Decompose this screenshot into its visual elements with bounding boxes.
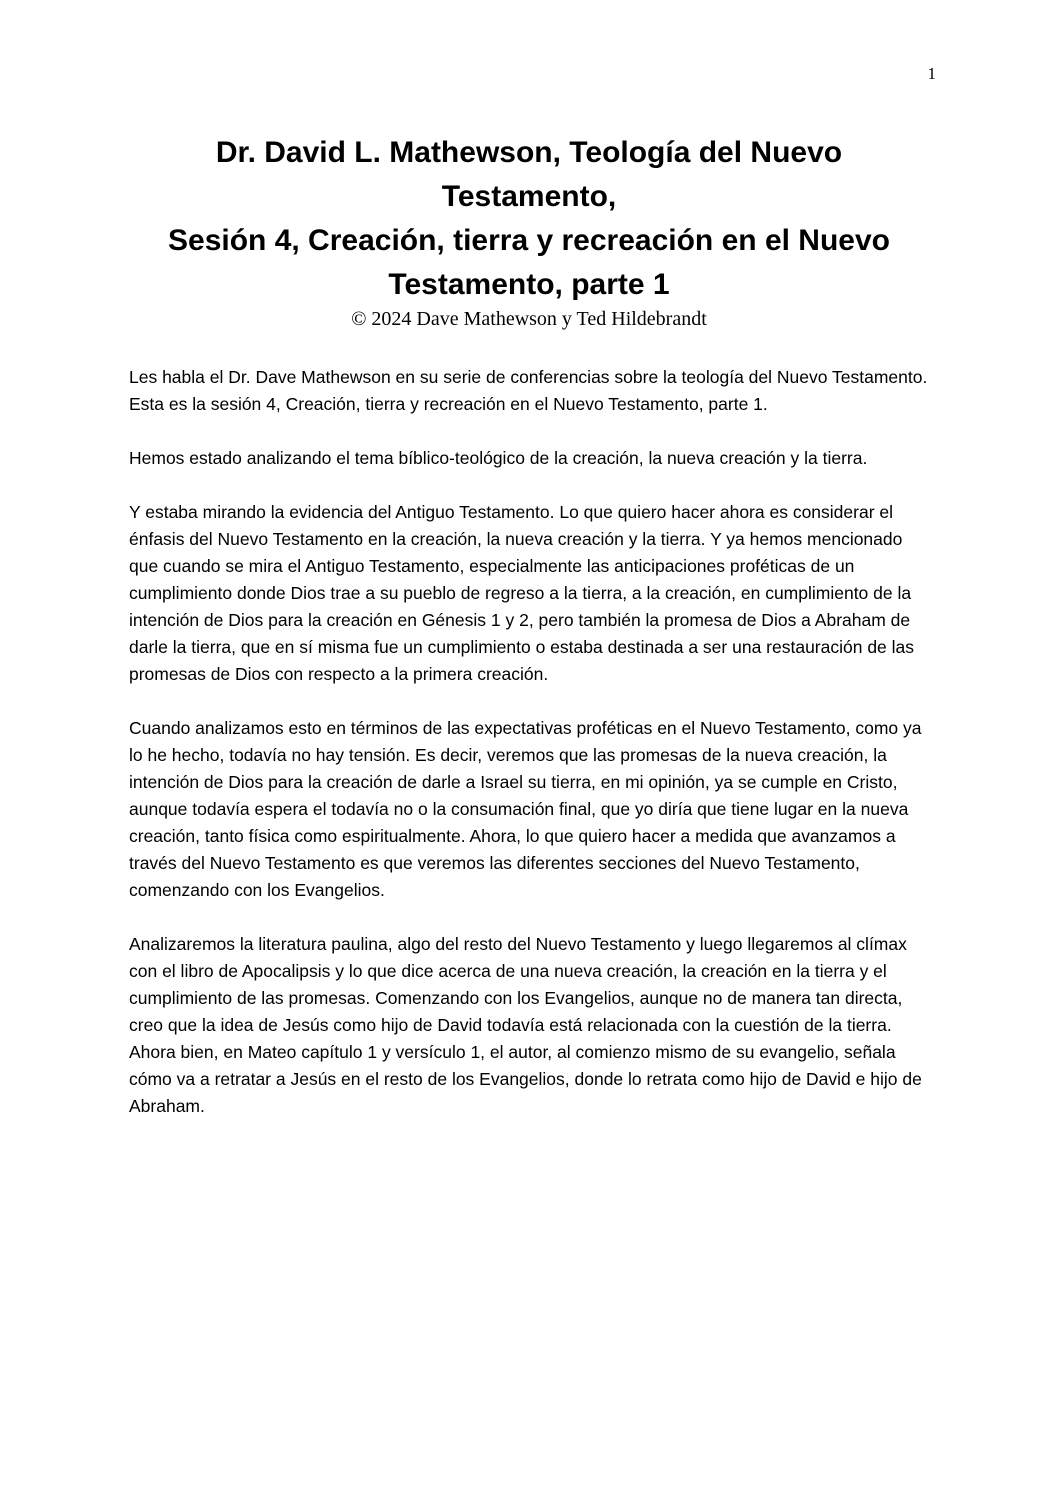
document-body — [129, 364, 931, 1147]
paragraph-2: Hemos estado analizando el tema bíblico-teológico de la creación, la nueva creación y la tierra. — [129, 448, 868, 468]
paragraph-5: Analizaremos la literatura paulina, algo del resto del Nuevo Testamento y luego llegaremos al clímax con el libro de Apocalipsis y lo que dice acerca de una nueva creación, la creación en la tierra y el cumplimiento de las promesas. Comenzando con los Evangelios, aunque no de manera tan directa, creo que la idea de Jesús como hijo de David todavía está relacionada con la cuestión de la tierra. Ahora bien, en Mateo capítulo 1 y versículo 1, el autor, al comienzo mismo de su evangelio, señala cómo va a retratar a Jesús en el resto de los Evangelios, donde lo retrata como hijo de David e hijo de Abraham. — [129, 934, 922, 1116]
title-line-1: Dr. David L. Mathewson, Teología del Nuevo — [215, 136, 843, 169]
document-header — [128, 131, 930, 331]
copyright-notice: © 2024 Dave Mathewson y Ted Hildebrandt — [351, 308, 707, 330]
paragraph-1: Les habla el Dr. Dave Mathewson en su serie de conferencias sobre la teología del Nuevo Testamento. Esta es la sesión 4, Creación, tierra y recreación en el Nuevo Testamento, parte 1. — [129, 367, 928, 414]
paragraph-3: Y estaba mirando la evidencia del Antiguo Testamento. Lo que quiero hacer ahora es considerar el énfasis del Nuevo Testamento en la creación, la nueva creación y la tierra. Y ya hemos mencionado que cuando se mira el Antiguo Testamento, especialmente las anticipaciones proféticas de un cumplimiento donde Dios trae a su pueblo de regreso a la tierra, a la creación, en cumplimiento de la intención de Dios para la creación en Génesis 1 y 2, pero también la promesa de Dios a Abraham de darle la tierra, que en sí misma fue un cumplimiento o estaba destinada a ser una restauración de las promesas de Dios con respecto a la primera creación. — [129, 502, 915, 684]
title-line-4: Testamento, parte 1 — [388, 268, 670, 301]
paragraph-4: Cuando analizamos esto en términos de las expectativas proféticas en el Nuevo Testamento, como ya lo he hecho, todavía no hay tensión. Es decir, veremos que las promesas de la nueva creación, la intención de Dios para la creación de darle a Israel su tierra, en mi opinión, ya se cumple en Cristo, aunque todavía espera el todavía no o la consumación final, que yo diría que tiene lugar en la nueva creación, tanto física como espiritualmente. Ahora, lo que quiero hacer a medida que avanzamos a través del Nuevo Testamento es que veremos las diferentes secciones del Nuevo Testamento, comenzando con los Evangelios. — [129, 718, 922, 900]
title-line-3: Sesión 4, Creación, tierra y recreación en el Nuevo — [168, 224, 890, 257]
page-number: 1 — [927, 64, 936, 83]
title-line-2: Testamento, — [441, 180, 617, 213]
